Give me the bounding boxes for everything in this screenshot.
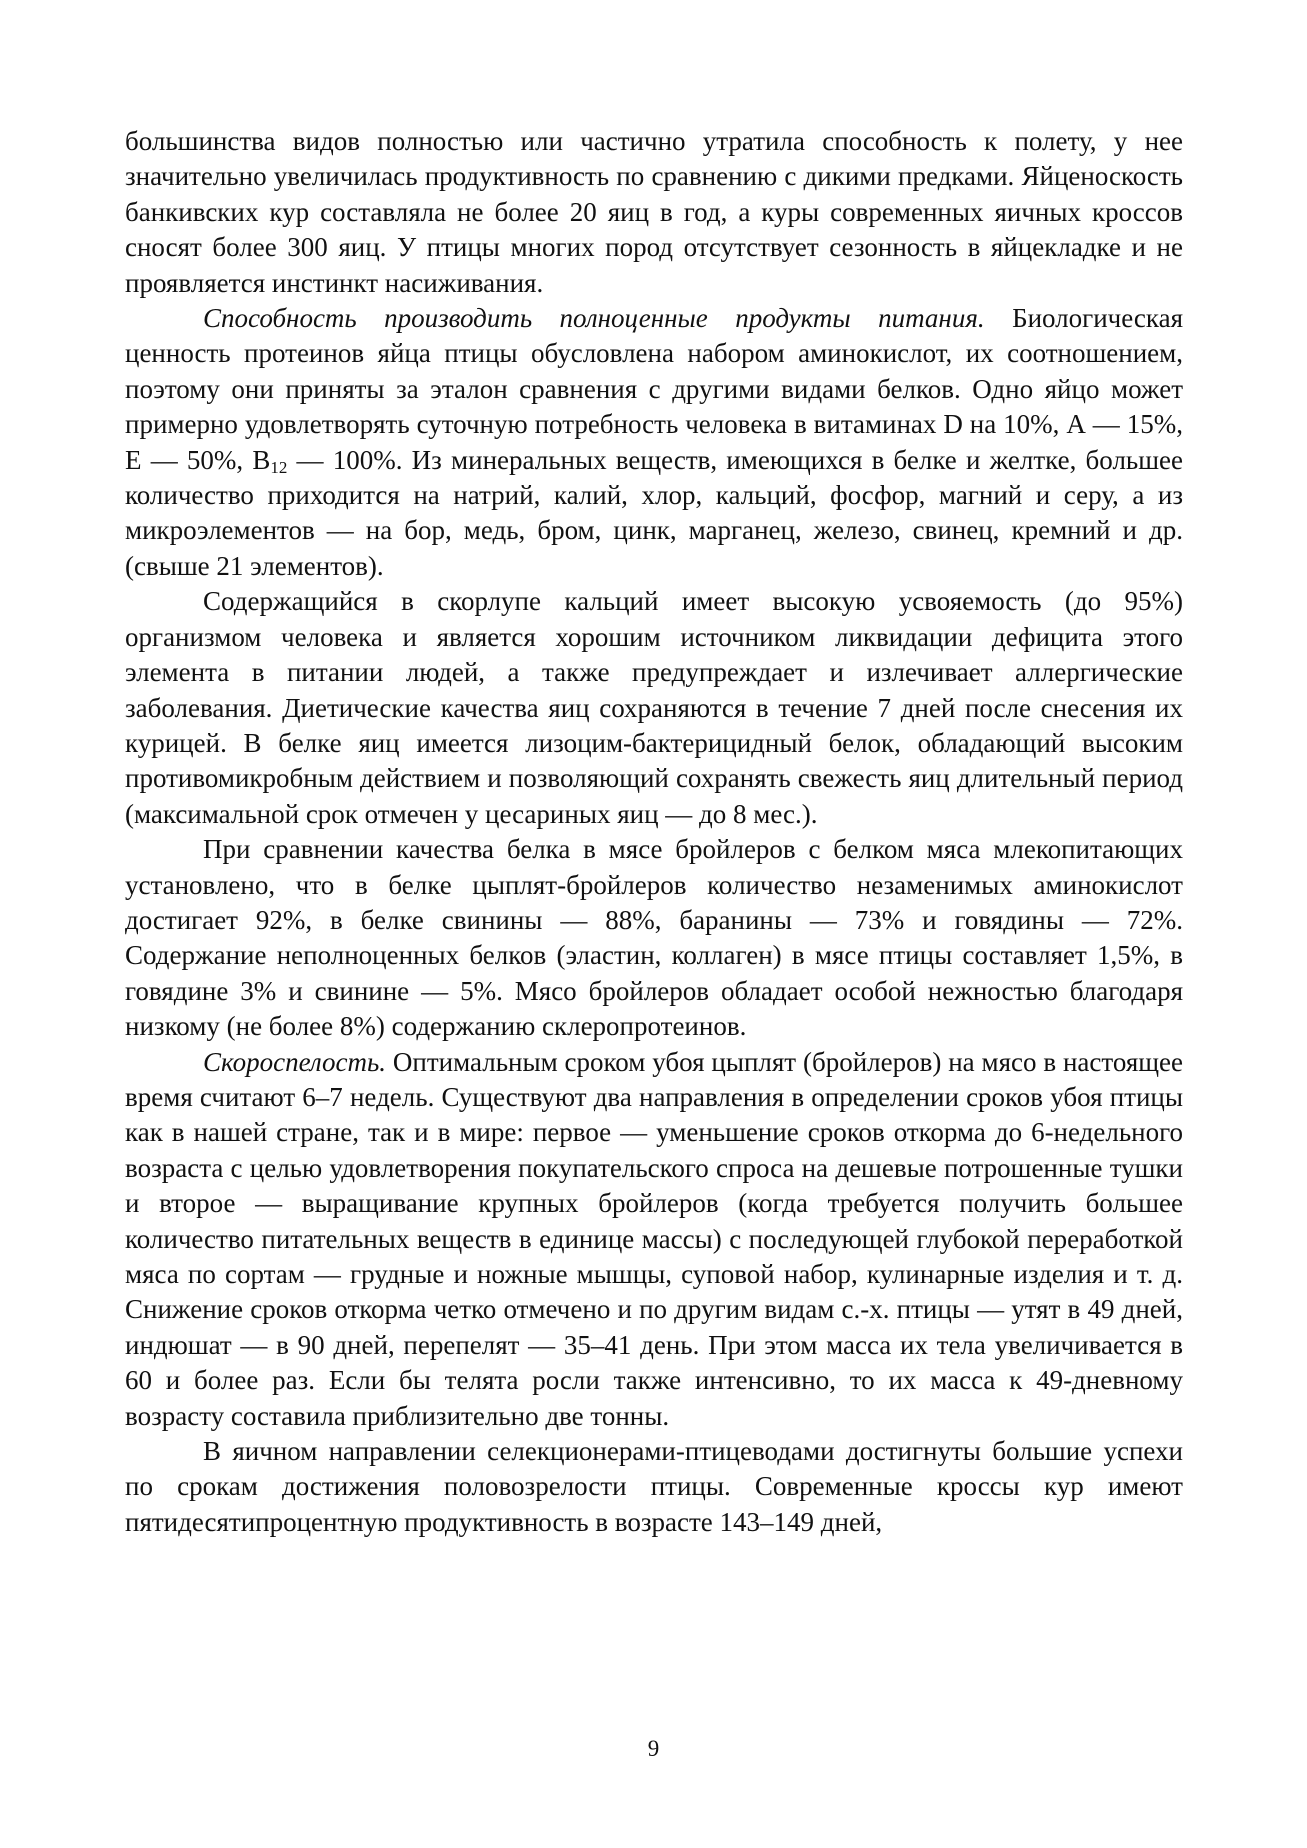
- paragraph-text: Биологическая ценность протеинов яйца птицы обусловлена набором аминокислот, их соотношением, поэтому они приняты за эталон сравнения с другими видами белков. Одно яйцо может примерно удовлетворять суточную потребность человека в витаминах D на 10%, А — 15%, Е — 50%, В: [125, 303, 1183, 475]
- paragraph-text: Оптимальным сроком убоя цыплят (бройлеров) на мясо в настоящее время считают 6–7 недель. Существуют два направления в определении сроков убоя птицы как в нашей стране, так и в мире: первое — уменьшение сроков откорма до 6-недельного возраста с целью удовлетворения покупательского спроса на дешевые потрошенные тушки и второе — выращивание крупных бройлеров (когда требуется получить большее количество питательных веществ в единице массы) с последующей глубокой переработкой мяса по сортам — грудные и ножные мышцы, суповой набор, кулинарные изделия и т. д. Снижение сроков откорма четко отмечено и по другим видам с.-х. птицы — утят в 49 дней, индюшат — в 90 дней, перепелят — 35–41 день. При этом масса их тела увеличивается в 60 и более раз. Если бы телята росли также интенсивно, то их масса к 49-дневному возрасту составила приблизительно две тонны.: [125, 1046, 1183, 1431]
- paragraph-flight-and-productivity: [125, 124, 1183, 301]
- paragraph-early-maturity: [125, 1045, 1183, 1434]
- page-number: 9: [647, 1736, 660, 1761]
- paragraph-text: При сравнении качества белка в мясе бройлеров с белком мяса млекопитающих установлено, что в белке цыплят-бройлеров количество незаменимых аминокислот достигает 92%, в белке свинины — 88%, баранины — 73% и говядины — 72%. Содержание неполноценных белков (эластин, коллаген) в мясе птицы составляет 1,5%, в говядине 3% и свинине — 5%. Мясо бройлеров обладает особой нежностью благодаря низкому (не более 8%) содержанию склеропротеинов.: [125, 834, 1183, 1042]
- page-body: [125, 124, 1183, 1540]
- paragraph-text: Содержащийся в скорлупе кальций имеет высокую усвояемость (до 95%) организмом человека и является хорошим источником ликвидации дефицита этого элемента в питании людей, а также предупреждает и излечивает аллергические заболевания. Диетические качества яиц сохраняются в течение 7 дней после снесения их курицей. В белке яиц имеется лизоцим-бактерицидный белок, обладающий высоким противомикробным действием и позволяющий сохранять свежесть яиц длительный период (максимальной срок отмечен у цесариных яиц — до 8 мес.).: [125, 586, 1183, 829]
- section-heading-nutrition: Способность производить полноценные продукты питания.: [203, 303, 985, 334]
- paragraph-calcium: [125, 584, 1183, 832]
- paragraph-protein-comparison: [125, 832, 1183, 1044]
- vitamin-b-subscript: 12: [270, 457, 288, 477]
- paragraph-text: большинства видов полностью или частично утратила способность к полету, у нее значительно увеличилась продуктивность по сравнению с дикими предками. Яйценоскость банкивских кур составляла не более 20 яиц в год, а куры современных яичных кроссов сносят более 300 яиц. У птицы многих пород отсутствует сезонность в яйцекладке и не проявляется инстинкт насиживания.: [125, 126, 1183, 298]
- section-heading-early-maturity: Скороспелость.: [203, 1046, 387, 1077]
- paragraph-text: В яичном направлении селекционерами-птицеводами достигнуты большие успехи по срокам достижения половозрелости птицы. Современные кроссы кур имеют пятидесятипроцентную продуктивность в возрасте 143–149 дней,: [125, 1436, 1183, 1537]
- paragraph-nutrition: [125, 301, 1183, 584]
- paragraph-text: — 100%. Из минеральных веществ, имеющихся в белке и желтке, большее количество приходится на натрий, калий, хлор, кальций, фосфор, магний и серу, а из микроэлементов — на бор, медь, бром, цинк, марганец, железо, свинец, кремний и др. (свыше 21 элементов).: [125, 444, 1183, 581]
- paragraph-egg-direction: [125, 1434, 1183, 1540]
